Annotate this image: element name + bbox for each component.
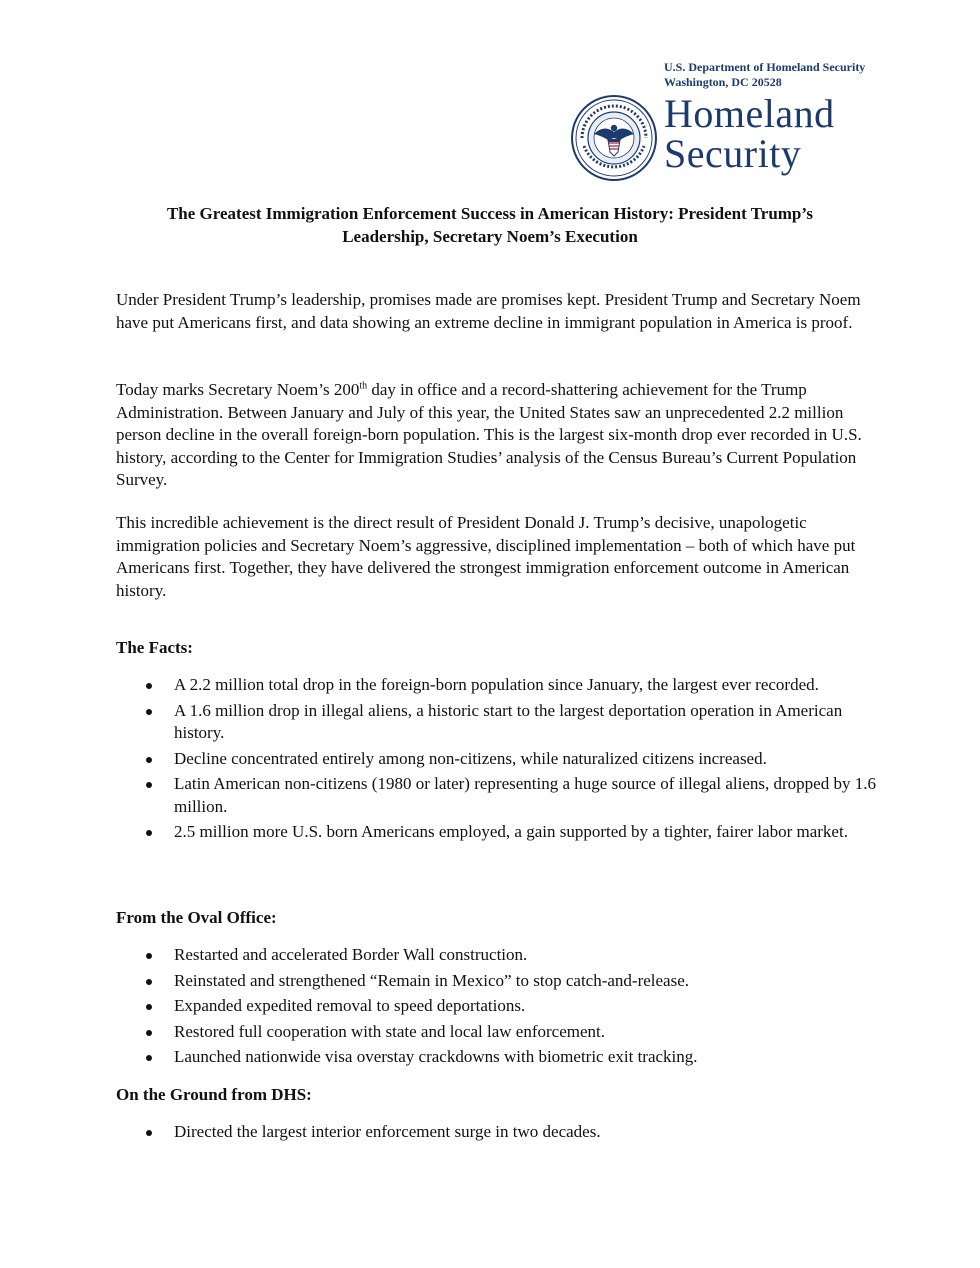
paragraph-3: This incredible achievement is the direct result of President Donald J. Trump’s decisive, unapologetic immigration policies and Secretary Noem’s aggressive, disciplined implementation – both of which have put Americans first. Together, they have delivered the strongest immigration enforcement outcome in American history. [116,513,856,600]
title-line-1: The Greatest Immigration Enforcement Success in American History: President Trump’s [166,204,814,223]
list-item-text: Launched nationwide visa overstay crackdowns with biometric exit tracking. [174,1047,698,1066]
wordmark-line-1: Homeland [664,91,835,136]
agency-location: Washington, DC 20528 [664,75,782,89]
section-heading-facts: The Facts: [116,638,193,657]
bullet-icon [146,1130,152,1136]
ordinal-suffix: th [359,380,368,392]
bullet-icon [146,709,152,715]
homeland-security-wordmark [664,91,835,176]
list-item-text: Restarted and accelerated Border Wall construction. [174,945,528,964]
list-item [116,748,876,771]
agency-name: U.S. Department of Homeland Security [664,60,866,74]
bullet-icon [146,1055,152,1061]
list-item-text: Restored full cooperation with state and local law enforcement. [174,1021,605,1041]
facts-list [116,674,876,847]
list-item-text: Reinstated and strengthened “Remain in Mexico” to stop catch-and-release. [174,970,690,990]
dhs-list [116,1121,876,1147]
list-item [116,1046,876,1069]
bullet-icon [146,683,152,689]
list-item [116,995,876,1018]
agency-address [664,60,865,90]
list-item [116,773,876,818]
section-heading-oval-office: From the Oval Office: [116,908,277,927]
wordmark-line-2: Security [664,131,802,176]
list-item-text: Directed the largest interior enforcement surge in two decades. [174,1122,601,1141]
list-item [116,970,876,993]
bullet-icon [146,1004,152,1010]
section-heading-dhs: On the Ground from DHS: [116,1085,312,1104]
paragraph-2-rest: day in office and a record-shattering achievement for the Trump Administration. Between January and July of this year, the United States saw an unprecedented 2.2 million person decline in the overall foreign-born population. This is the largest six-month drop ever recorded in U.S. history, according to the Center for Immigration Studies’ analysis of the Census Bureau’s Current Population Survey. [116,380,862,489]
dhs-seal-icon [570,94,658,182]
bullet-icon [146,953,152,959]
list-item [116,674,876,697]
list-item-text: 2.5 million more U.S. born Americans employed, a gain supported by a tighter, fairer labor market. [174,822,848,841]
document-title [100,202,880,248]
paragraph-1: Under President Trump’s leadership, promises made are promises kept. President Trump and Secretary Noem have put Americans first, and data showing an extreme decline in immigrant population in America is proof. [116,290,861,332]
paragraph-2-start: Today marks Secretary Noem’s 200 [116,380,360,399]
list-item [116,1021,876,1044]
list-item [116,700,876,745]
oval-office-list [116,944,876,1072]
bullet-icon [146,782,152,788]
title-line-2: Leadership, Secretary Noem’s Execution [342,227,638,246]
list-item-text: A 2.2 million total drop in the foreign-born population since January, the largest ever recorded. [174,675,819,694]
bullet-icon [146,979,152,985]
list-item-text: Latin American non-citizens (1980 or later) representing a huge source of illegal aliens, dropped by 1.6 million. [174,774,876,816]
list-item-text: Expanded expedited removal to speed deportations. [174,996,526,1015]
list-item [116,821,876,844]
bullet-icon [146,830,152,836]
bullet-icon [146,1030,152,1036]
list-item [116,944,876,967]
bullet-icon [146,757,152,763]
list-item-text: Decline concentrated entirely among non-citizens, while naturalized citizens increased. [174,748,767,768]
paragraph-2 [116,379,876,492]
list-item-text: A 1.6 million drop in illegal aliens, a historic start to the largest deportation operation in American history. [174,700,843,742]
list-item [116,1121,876,1144]
